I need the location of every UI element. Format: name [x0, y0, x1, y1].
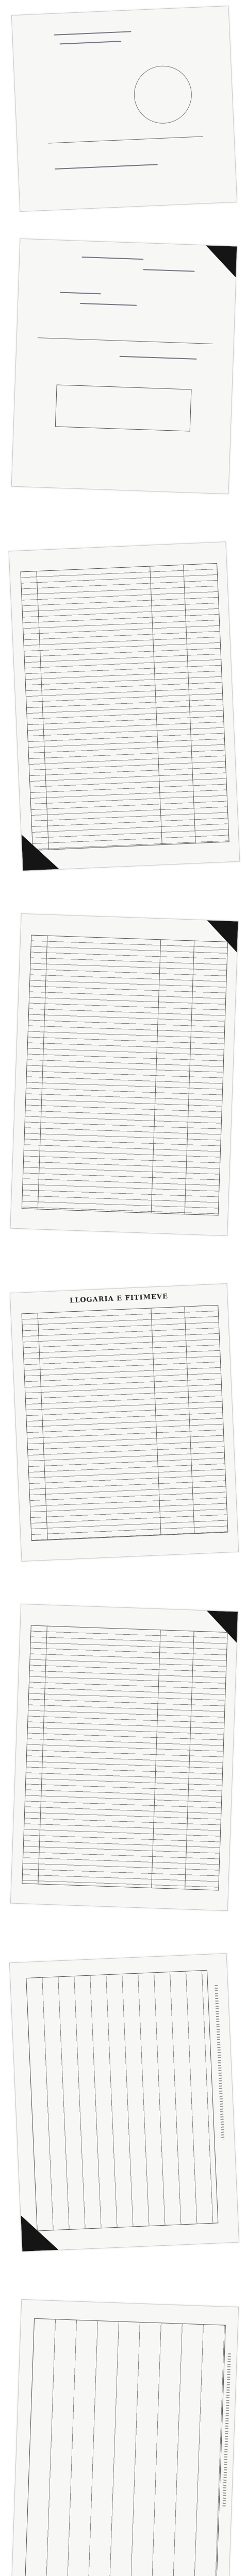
official-stamp	[133, 64, 193, 125]
schedule-page-1	[10, 2299, 239, 2576]
income-statement-heading: LLOGARIA E FITIMEVE	[69, 1293, 169, 1305]
cash-flow-table	[22, 1625, 227, 1891]
equity-table	[26, 1970, 218, 2231]
cover-letter-page	[11, 6, 237, 212]
income-statement-table	[22, 1305, 228, 1541]
company-info-page	[11, 239, 238, 494]
equity-statement-page	[9, 1953, 239, 2252]
liabilities-table	[22, 935, 228, 1216]
balance-sheet-assets-page	[9, 541, 240, 871]
schedule-table-1	[24, 2318, 226, 2576]
income-statement-page	[10, 1283, 239, 1562]
cash-flow-page	[10, 1604, 238, 1911]
summary-box	[55, 384, 192, 431]
assets-table	[20, 563, 229, 851]
balance-sheet-liabilities-page	[10, 913, 238, 1236]
